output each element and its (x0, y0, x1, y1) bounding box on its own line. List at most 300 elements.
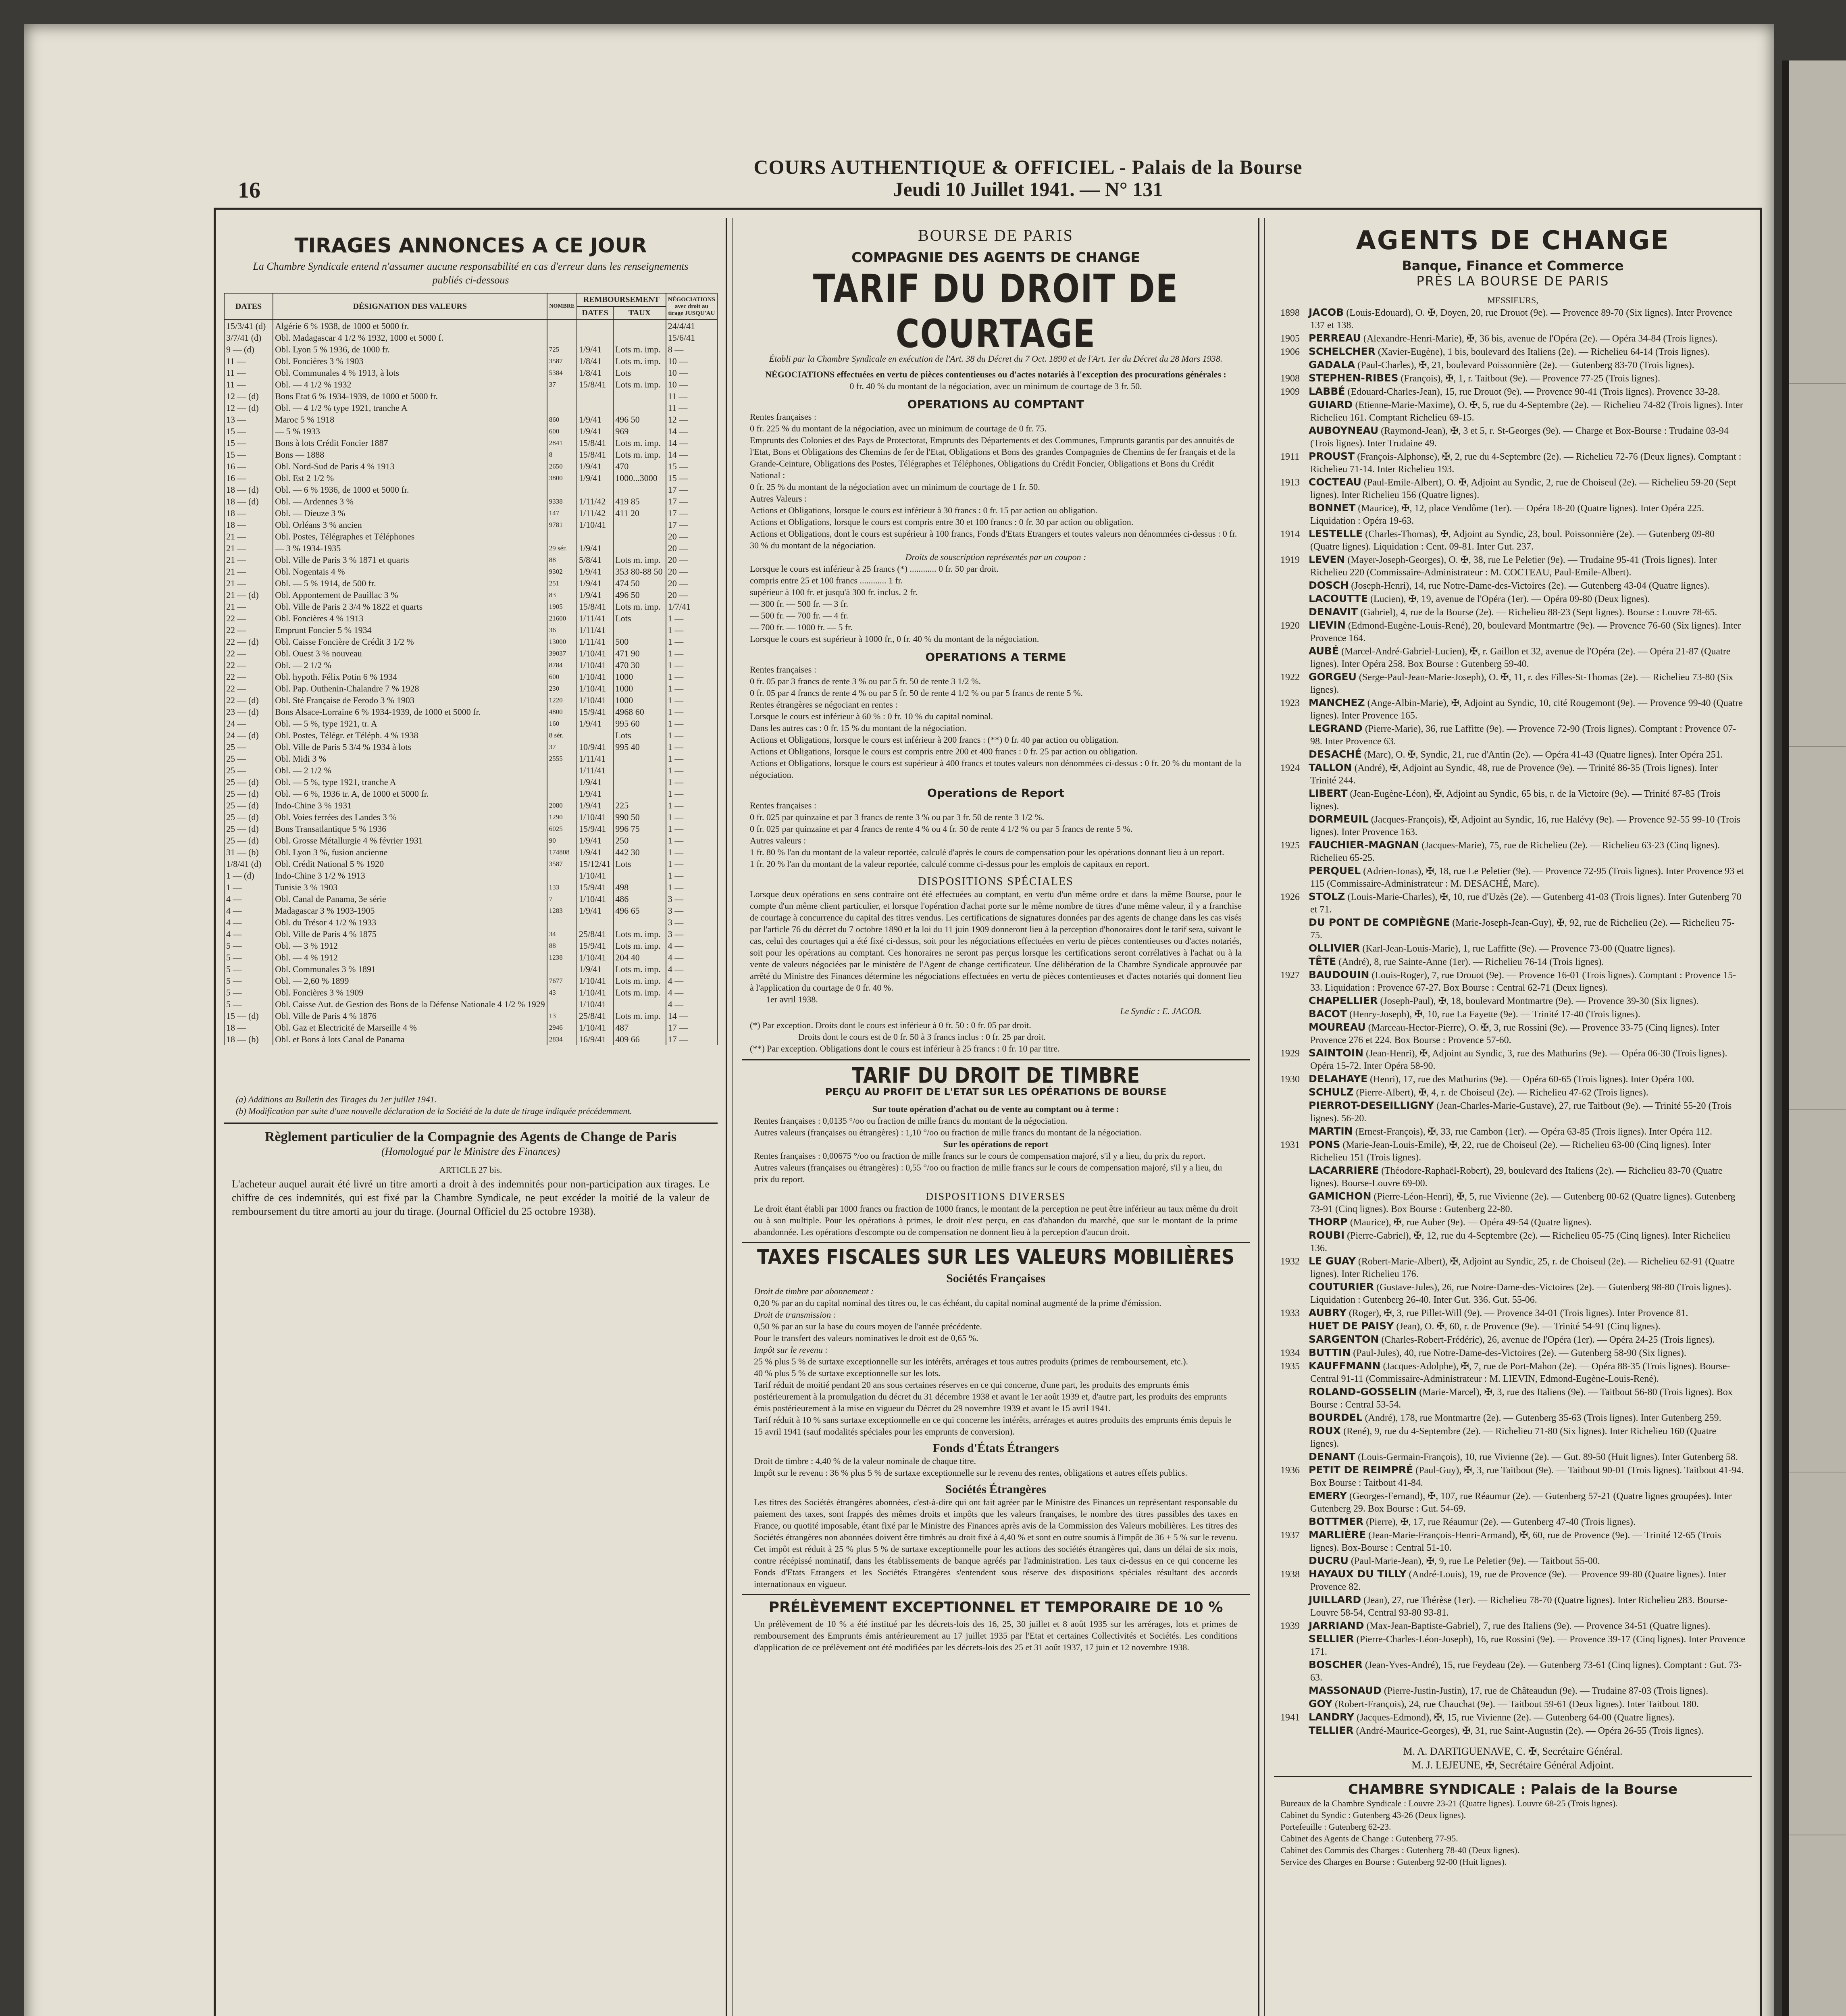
agent-details: (Jean), 27, rue Thérèse (1er). — Richelieu 78-70 (Quatre lignes). Inter Richelieu 283. Bourse-Louvre 58-54, Central 93-80 93-81. (1310, 1595, 1728, 1618)
cell-rembt-date: 1/10/41 (577, 683, 613, 694)
tarif-courtage-title: TARIF DU DROIT DE COURTAGE (813, 266, 1179, 356)
cell-taux: 4968 60 (613, 706, 666, 718)
comptant-line: compris entre 25 et 100 francs ............ 1 fr. (750, 575, 903, 585)
cell-nombre: 2841 (547, 437, 577, 449)
cell-nombre: 37 (547, 741, 577, 753)
cell-taux: 474 50 (613, 577, 666, 589)
cell-nombre: 9781 (547, 519, 577, 531)
cell-taux: Lots (613, 367, 666, 379)
terme-line: Actions et Obligations, lorsque le cours est compris entre 200 et 400 francs : 0 fr. 25 par action ou obligation. (750, 746, 1138, 756)
cell-date: 5 — (224, 998, 273, 1010)
cell-designation: Obl. Lyon 3 %, fusion ancienne (273, 846, 547, 858)
cell-taux (613, 916, 666, 928)
cell-designation: Obl. — 5 %, type 1921, tr. A (273, 718, 547, 729)
cell-rembt-date: 1/9/41 (577, 542, 613, 554)
cell-taux: Lots (613, 729, 666, 741)
cell-negociation: 12 — (666, 414, 717, 425)
agent-details: (André), 178, rue Montmartre (2e). — Gutenberg 35-63 (Trois lignes). Inter Gutenberg 259. (1365, 1413, 1721, 1423)
cell-rembt-date: 25/8/41 (577, 1010, 613, 1022)
agent-entry (1280, 1216, 1745, 1229)
cell-nombre: 1283 (547, 905, 577, 916)
agent-year: 1933 (1280, 1308, 1300, 1318)
cell-taux: Lots m. imp. (613, 940, 666, 952)
agent-entry (1280, 748, 1745, 761)
table-row (224, 566, 717, 577)
cell-nombre: 2555 (547, 753, 577, 764)
reglement-title: Règlement particulier de la Compagnie des Agents de Change de Paris (264, 1129, 677, 1144)
agent-name: COUTURIER (1309, 1281, 1374, 1293)
agent-name: ROUBI (1309, 1229, 1345, 1241)
agent-name: MOUREAU (1309, 1021, 1366, 1033)
table-row (224, 379, 717, 390)
messieurs-label: MESSIEURS, (1487, 295, 1538, 305)
table-row (224, 893, 717, 905)
cell-date: 12 — (d) (224, 402, 273, 414)
agent-details: (Serge-Paul-Jean-Marie-Joseph), O. ✠, 11, r. des Filles-St-Thomas (2e). — Richelieu 73-80 (Six lignes). (1310, 672, 1734, 695)
cell-date: 25 — (d) (224, 823, 273, 835)
cell-taux: 486 (613, 893, 666, 905)
agent-name: SCHELCHER (1309, 346, 1376, 357)
cell-negociation: 1 — (666, 706, 717, 718)
agent-name: PONS (1309, 1139, 1340, 1150)
table-row (224, 905, 717, 916)
agent-details: (Edouard-Charles-Jean), 15, rue Drouot (9e). — Provence 90-41 (Trois lignes). Provence 33-28. (1347, 387, 1720, 397)
agent-year: 1935 (1280, 1361, 1300, 1372)
cell-date: 16 — (224, 472, 273, 484)
reglement-subtitle: (Homologué par le Ministre des Finances) (381, 1145, 560, 1157)
agent-name: PERQUEL (1309, 865, 1361, 877)
cell-negociation: 4 — (666, 963, 717, 975)
cell-negociation: 11 — (666, 390, 717, 402)
agent-entry (1280, 619, 1745, 645)
cell-taux: Lots m. imp. (613, 344, 666, 355)
cell-date: 22 — (d) (224, 636, 273, 648)
agent-details: (Gustave-Jules), 26, rue Notre-Dame-des-Victoires (2e). — Gutenberg 98-80 (Trois lignes). Liquidation : Gutenberg 26-40. Inter Gut. 336. Gut. 55-06. (1310, 1282, 1732, 1305)
page-number: 16 (238, 178, 260, 203)
cell-designation: Obl. Ville de Paris 3 % 1871 et quarts (273, 554, 547, 566)
column-divider (732, 218, 733, 2016)
fonds-line: Droit de timbre : 4,40 % de la valeur nominale de chaque titre. (754, 1456, 976, 1466)
agent-year: 1925 (1280, 840, 1300, 851)
agent-year: 1923 (1280, 698, 1300, 708)
cell-taux: Lots m. imp. (613, 987, 666, 998)
cell-nombre: 88 (547, 940, 577, 952)
fonds-line: Impôt sur le revenu : 36 % plus 5 % de surtaxe exceptionnelle sur le revenu des rentes, obligations et autres effets publics. (754, 1468, 1187, 1478)
agent-name: FAUCHIER-MAGNAN (1309, 839, 1419, 851)
cell-rembt-date: 1/9/41 (577, 472, 613, 484)
agent-entry (1280, 579, 1745, 592)
table-row (224, 729, 717, 741)
cell-designation: Obl. — 4 1/2 % type 1921, tranche A (273, 402, 547, 414)
cell-date: 15 — (d) (224, 1010, 273, 1022)
cell-date: 25 — (d) (224, 776, 273, 788)
cell-rembt-date: 1/11/41 (577, 636, 613, 648)
comptant-line: Lorsque le cours est supérieur à 1000 fr., 0 fr. 40 % du montant de la négociation. (750, 634, 1039, 644)
cell-rembt-date: 25/8/41 (577, 928, 613, 940)
agent-entry (1280, 1320, 1745, 1333)
cell-taux: 1000 (613, 694, 666, 706)
table-row (224, 402, 717, 414)
agent-year: 1908 (1280, 373, 1300, 384)
agent-year: 1932 (1280, 1256, 1300, 1267)
cell-nombre (547, 870, 577, 881)
col-header-remboursement: REMBOURSEMENT (577, 293, 666, 306)
agent-name: TÊTE (1309, 956, 1336, 967)
agent-details: (Robert-Marie-Albert), ✠, Adjoint au Syndic, 25, r. de Choiseul (2e). — Richelieu 62-91 (Quatre lignes). Inter Richelieu 176. (1310, 1256, 1735, 1279)
agent-details: (Georges-Fernand), ✠, 107, rue Réaumur (2e). — Gutenberg 57-21 (Quatre lignes groupées). Inter Gutenberg 29. Box Bourse : Gut. 54-69. (1310, 1491, 1732, 1514)
cell-nombre (547, 484, 577, 496)
cell-negociation: 1 — (666, 846, 717, 858)
cell-nombre: 9338 (547, 496, 577, 507)
timbre-intro: Sur toute opération d'achat ou de vente au comptant ou à terme : (872, 1104, 1119, 1114)
cell-date: 22 — (224, 683, 273, 694)
taxes-fr-block (742, 1285, 1250, 1437)
agent-details: (Ange-Albin-Marie), ✠, Adjoint au Syndic, 10, cité Rougemont (9e). — Provence 99-40 (Quatre lignes). Inter Provence 165. (1310, 698, 1743, 721)
cell-taux: Lots m. imp. (613, 449, 666, 460)
agent-details: (Xavier-Eugène), 1 bis, boulevard des Italiens (2e). — Richelieu 64-14 (Trois lignes). (1378, 347, 1710, 357)
taxes-title: TAXES FISCALES SUR LES VALEURS MOBILIÈRES (757, 1245, 1234, 1269)
table-row (224, 952, 717, 963)
cell-nombre: 29 sér. (547, 542, 577, 554)
cell-negociation: 1 — (666, 741, 717, 753)
cell-designation: Obl. Appontement de Pauillac 3 % (273, 589, 547, 601)
agent-name: DU PONT DE COMPIÈGNE (1309, 916, 1450, 928)
agent-year: 1909 (1280, 387, 1300, 397)
cell-nombre (547, 531, 577, 542)
agent-details: (Jacques-Marie), 75, rue de Richelieu (2e). — Richelieu 63-23 (Cinq lignes). Richelieu 65-25. (1310, 840, 1720, 863)
agent-entry (1280, 1568, 1745, 1593)
agent-name: GORGEU (1309, 671, 1357, 683)
taxes-line: Droit de transmission : (754, 1310, 836, 1320)
cell-nombre: 3587 (547, 858, 577, 870)
cell-rembt-date: 1/11/41 (577, 764, 613, 776)
table-row (224, 975, 717, 987)
cell-rembt-date: 1/10/41 (577, 694, 613, 706)
cell-rembt-date: 1/10/41 (577, 987, 613, 998)
agent-name: DESACHÉ (1309, 748, 1362, 760)
cell-nombre: 37 (547, 379, 577, 390)
cell-negociation: 3 — (666, 893, 717, 905)
cell-rembt-date (577, 390, 613, 402)
cell-nombre: 1238 (547, 952, 577, 963)
agent-name: EMERY (1309, 1490, 1347, 1502)
agent-details: (Marcel-André-Gabriel-Lucien), ✠, r. Gaillon et 32, avenue de l'Opéra (2e). — Opéra 21-87 (Quatre lignes). Inter Opéra 258. Box Bourse : Gutenberg 59-40. (1310, 646, 1731, 669)
cell-negociation: 1 — (666, 776, 717, 788)
agent-name: LIEVIN (1309, 619, 1346, 631)
cell-negociation: 1 — (666, 764, 717, 776)
agent-details: (François-Alphonse), ✠, 2, rue du 4-Septembre (2e). — Richelieu 72-76 (Deux lignes). Comptant : Richelieu 71-14. Inter Richelieu 193. (1310, 452, 1742, 475)
cell-negociation: 20 — (666, 542, 717, 554)
cell-taux (613, 764, 666, 776)
cell-negociation: 1 — (666, 788, 717, 800)
agent-details: (Karl-Jean-Louis-Marie), 1, rue Laffitte (9e). — Provence 73-00 (Quatre lignes). (1362, 943, 1675, 954)
cell-date: 1/8/41 (d) (224, 858, 273, 870)
cell-designation: Obl. Foncières 3 % 1903 (273, 355, 547, 367)
agent-entry (1280, 1255, 1745, 1281)
agent-name: MASSONAUD (1309, 1685, 1382, 1696)
agent-entry (1280, 1360, 1745, 1385)
table-row (224, 928, 717, 940)
agent-name: PETIT DE REIMPRÉ (1309, 1464, 1413, 1476)
table-row (224, 449, 717, 460)
cell-date: 31 — (b) (224, 846, 273, 858)
cell-rembt-date (577, 402, 613, 414)
cell-taux (613, 519, 666, 531)
agent-entry (1280, 890, 1745, 916)
agent-entry (1280, 942, 1745, 955)
divider (224, 1123, 718, 1124)
divider (742, 1242, 1250, 1243)
cell-nombre: 1290 (547, 811, 577, 823)
cell-taux (613, 998, 666, 1010)
agent-entry (1280, 1333, 1745, 1346)
cell-taux: Lots m. imp. (613, 355, 666, 367)
negociations-heading: NÉGOCIATIONS effectuées en vertu de pièces contentieuses ou d'actes notariés à l'exception des procurations générales : (765, 369, 1226, 379)
agent-name: LEVEN (1309, 554, 1345, 565)
agent-entry (1280, 1047, 1745, 1073)
chambre-line: Cabinet du Syndic : Gutenberg 43-26 (Deux lignes). (1280, 1810, 1466, 1820)
cell-nombre: 133 (547, 881, 577, 893)
cell-designation: Obl. Voies ferrées des Landes 3 % (273, 811, 547, 823)
cell-nombre (547, 320, 577, 332)
agent-name: DENAVIT (1309, 606, 1358, 618)
cell-designation: Madagascar 3 % 1903-1905 (273, 905, 547, 916)
cell-taux: Lots m. imp. (613, 1010, 666, 1022)
op-terme-heading: OPERATIONS A TERME (925, 650, 1066, 664)
agent-entry (1280, 385, 1745, 398)
cell-date: 22 — (d) (224, 694, 273, 706)
cell-nombre: 9302 (547, 566, 577, 577)
table-row (224, 507, 717, 519)
op-comptant-heading: OPERATIONS AU COMPTANT (907, 398, 1084, 411)
cell-rembt-date: 15/9/41 (577, 881, 613, 893)
terme-line: 0 fr. 05 par 3 francs de rente 3 % ou par 5 fr. 50 de rente 3 1/2 %. (750, 676, 981, 686)
cell-date: 25 — (224, 753, 273, 764)
table-row (224, 671, 717, 683)
cell-taux: 496 65 (613, 905, 666, 916)
taxes-line: 0,50 % par an sur la base du cours moyen de l'année précédente. (754, 1321, 982, 1331)
cell-rembt-date: 15/8/41 (577, 449, 613, 460)
cell-date: 22 — (224, 648, 273, 659)
reglement-text: L'acheteur auquel aurait été livré un titre amorti a droit à des indemnités pour non-participation aux tirages. Le chiffre de ces indemnités, qui est fixé par la Chambre Syndicale, ne peut excéder la moitié de la valeur de remboursement du titre amorti au jour du tirage. (Journal Officiel du 25 octobre 1938). (232, 1178, 710, 1217)
table-row (224, 753, 717, 764)
agent-year: 1914 (1280, 529, 1300, 539)
agent-entry (1280, 1411, 1745, 1425)
societes-etrangeres-text: Les titres des Sociétés étrangères abonnées, c'est-à-dire qui ont fait agréer par le Ministre des Finances un représentant responsable du paiement des taxes, sont frappés des mêmes droits et impôts que les valeurs françaises, le nombre des titres passibles des taxes en France, ou quotité imposable, étant fixé par le Ministre des Finances après avis de la Commission des Valeurs mobilières. Les titres des Sociétés étrangères non abonnées doivent être timbrés au droit fixé à 4,40 % et sont en outre soumis à l'impôt de 36 + 5 % sur le revenu. Cet impôt est réduit à 25 % plus 5 % de surtaxe exceptionnelle pour les actions des sociétés étrangères qui, dans un délai de six mois, contre récépissé nominatif, dans les établissements de banque agréés par l'administration. Les taux ci-dessus en ce qui concerne les Fonds d'Etats Etrangers et les Sociétés Etrangères s'entendent sous réserve des dispositions spéciales résultant des accords internationaux en vigueur. (754, 1497, 1238, 1589)
chambre-line: Portefeuille : Gutenberg 62-23. (1280, 1822, 1391, 1832)
cell-designation: Indo-Chine 3 % 1931 (273, 800, 547, 811)
terme-line: 0 fr. 05 par 4 francs de rente 4 % ou par 5 fr. 50 de rente 4 1/2 % ou par 5 francs de rente 5 %. (750, 688, 1083, 698)
cell-rembt-date: 15/8/41 (577, 437, 613, 449)
cell-taux (613, 542, 666, 554)
agent-name: HAYAUX DU TILLY (1309, 1568, 1407, 1580)
agent-entry (1280, 813, 1745, 839)
cell-taux: Lots m. imp. (613, 963, 666, 975)
agent-name: SAINTOIN (1309, 1047, 1364, 1059)
cell-date: 25 — (224, 741, 273, 753)
cell-date: 25 — (d) (224, 788, 273, 800)
cell-designation: Obl. — 5 % 1914, de 500 fr. (273, 577, 547, 589)
agent-entry (1280, 671, 1745, 696)
fonds-etats-heading: Fonds d'États Étrangers (932, 1441, 1059, 1455)
cell-negociation: 4 — (666, 975, 717, 987)
dispositions-diverses-text: Le droit étant établi par 1000 francs ou fraction de 1000 francs, le montant de la perception ne peut être inférieur au taux même du droit ou à son multiple. Pour les opérations à primes, le droit n'est perçu, en cas d'abandon du marché, que sur le montant de la prime abandonnée. Les opérations d'escompte ou de compensation ne donnent lieu à la perception d'aucun droit. (754, 1204, 1238, 1237)
cell-nombre (547, 916, 577, 928)
table-row (224, 741, 717, 753)
table-row (224, 718, 717, 729)
syndic-signature: Le Syndic : E. JACOB. (1120, 1006, 1201, 1016)
agent-name: OLLIVIER (1309, 942, 1360, 954)
cell-designation: Indo-Chine 3 1/2 % 1913 (273, 870, 547, 881)
cell-designation: Obl. Sté Française de Ferodo 3 % 1903 (273, 694, 547, 706)
cell-date: 21 — (d) (224, 589, 273, 601)
tarif-timbre-title: TARIF DU DROIT DE TIMBRE (852, 1062, 1140, 1088)
agent-entry (1280, 722, 1745, 748)
agent-entry (1280, 1021, 1745, 1047)
cell-taux: 470 (613, 460, 666, 472)
cell-taux: Lots m. imp. (613, 554, 666, 566)
cell-nombre: 13000 (547, 636, 577, 648)
cell-date: 4 — (224, 905, 273, 916)
cell-negociation: 4 — (666, 952, 717, 963)
cell-date: 5 — (224, 987, 273, 998)
agent-name: DORMEUIL (1309, 813, 1369, 825)
cell-rembt-date: 1/10/41 (577, 870, 613, 881)
agent-details: (Pierre-Justin-Justin), 17, rue de Châteaudun (9e). — Trudaine 87-03 (Trois lignes). (1384, 1686, 1709, 1696)
cell-rembt-date: 1/8/41 (577, 367, 613, 379)
cell-negociation: 1 — (666, 823, 717, 835)
report-line: Rentes françaises : (750, 800, 816, 810)
cell-negociation: 1 — (666, 659, 717, 671)
agent-details: (Maurice), ✠, rue Auber (9e). — Opéra 49-54 (Quatre lignes). (1350, 1217, 1592, 1228)
cell-rembt-date: 1/9/41 (577, 963, 613, 975)
agent-entry (1280, 1306, 1745, 1320)
table-row (224, 344, 717, 355)
cell-negociation: 20 — (666, 589, 717, 601)
agent-entry (1280, 645, 1745, 671)
comptant-line: Rentes françaises : (750, 412, 816, 422)
cell-negociation: 24/4/41 (666, 320, 717, 332)
agent-name: LABBÉ (1309, 385, 1345, 397)
cell-taux: 204 40 (613, 952, 666, 963)
table-row (224, 916, 717, 928)
comptant-line: Autres Valeurs : (750, 494, 807, 504)
cell-date: 15 — (224, 425, 273, 437)
column-divider (1264, 218, 1265, 2016)
timbre-block (742, 1115, 1250, 1185)
agent-details: (Paul-Jules), 40, rue Notre-Dame-des-Victoires (2e). — Gutenberg 58-90 (Six lignes). (1353, 1348, 1686, 1358)
cell-rembt-date: 1/10/41 (577, 659, 613, 671)
cell-taux (613, 753, 666, 764)
table-row (224, 648, 717, 659)
table-row (224, 367, 717, 379)
cell-designation: — 3 % 1934-1935 (273, 542, 547, 554)
cell-designation: Obl. Foncières 3 % 1909 (273, 987, 547, 998)
agent-entry (1280, 1658, 1745, 1684)
agent-details: (André-Louis), 19, rue de Provence (9e). — Provence 99-80 (Quatre lignes). Inter Provence 82. (1310, 1569, 1726, 1592)
agent-details: (Jean-Charles-Marie-Gustave), 27, rue Taitbout (9e). — Trinité 55-20 (Trois lignes). 56-20. (1310, 1101, 1732, 1124)
cell-date: 24 — (224, 718, 273, 729)
cell-nombre: 1220 (547, 694, 577, 706)
page-header-title: COURS AUTHENTIQUE & OFFICIEL - Palais de la Bourse (753, 156, 1303, 178)
table-row (224, 811, 717, 823)
table-row (224, 460, 717, 472)
agent-entry (1280, 1229, 1745, 1255)
cell-negociation: 15 — (666, 460, 717, 472)
cell-date: 21 — (224, 542, 273, 554)
agent-details: (Pierre-Charles-Léon-Joseph), 16, rue Rossini (9e). — Provence 39-17 (Cinq lignes). Inter Provence 171. (1310, 1634, 1745, 1657)
agent-details: (Jean-Marie-François-Henri-Armand), ✠, 60, rue de Provence (9e). — Trinité 12-65 (Trois lignes). Box-Bourse : Central 51-10. (1310, 1530, 1721, 1553)
table-row (224, 1010, 717, 1022)
cell-date: 21 — (224, 554, 273, 566)
cell-designation: Obl. Gaz et Electricité de Marseille 4 % (273, 1022, 547, 1033)
cell-taux: 250 (613, 835, 666, 846)
cell-taux: 1000 (613, 683, 666, 694)
courtage-column (742, 226, 1250, 2016)
divider (742, 1059, 1250, 1060)
cell-rembt-date (577, 320, 613, 332)
cell-nombre (547, 764, 577, 776)
cell-negociation: 1 — (666, 800, 717, 811)
agent-details: (Marie-Jean-Louis-Emile), ✠, 22, rue de Choiseul (2e). — Richelieu 63-00 (Cinq lignes). Inter Richelieu 151 (Trois lignes). (1310, 1140, 1711, 1163)
cell-designation: Algérie 6 % 1938, de 1000 et 5000 fr. (273, 320, 547, 332)
agent-name: BUTTIN (1309, 1347, 1351, 1358)
cell-taux: 969 (613, 425, 666, 437)
cell-nombre: 860 (547, 414, 577, 425)
cell-date: 4 — (224, 928, 273, 940)
cell-taux: 225 (613, 800, 666, 811)
table-row (224, 414, 717, 425)
agent-entry (1280, 916, 1745, 942)
tarif-courtage-subtitle: Établi par la Chambre Syndicale en exécution de l'Art. 38 du Décret du 7 Oct. 1890 et de l'Art. 1er du Décret du 28 Mars 1938. (769, 354, 1223, 364)
table-row (224, 776, 717, 788)
cell-rembt-date: 1/9/41 (577, 835, 613, 846)
negociations-text: 0 fr. 40 % du montant de la négociation, avec un minimum de courtage de 3 fr. 50. (849, 381, 1142, 391)
cell-nombre: 251 (547, 577, 577, 589)
comptant-line: — 500 fr. — 700 fr. — 4 fr. (750, 610, 848, 621)
table-row (224, 531, 717, 542)
cell-nombre: 174808 (547, 846, 577, 858)
comptant-line: 0 fr. 25 % du montant de la négociation avec un minimum de courtage de 1 fr. 50. (750, 482, 1040, 492)
cell-negociation: 14 — (666, 425, 717, 437)
cell-nombre: 43 (547, 987, 577, 998)
cell-rembt-date: 1/10/41 (577, 811, 613, 823)
cell-designation: Obl. Grosse Métallurgie 4 % février 1931 (273, 835, 547, 846)
comptant-line: Lorsque le cours est inférieur à 25 francs (*) ............ 0 fr. 50 par droit. (750, 564, 999, 574)
cell-taux (613, 531, 666, 542)
agent-year: 1920 (1280, 621, 1300, 631)
agent-details: (Henry-Joseph), ✠, 10, rue La Fayette (9e). — Trinité 17-40 (Trois lignes). (1349, 1009, 1640, 1020)
agent-entry (1280, 1164, 1745, 1190)
agent-entry (1280, 1464, 1745, 1489)
cell-rembt-date: 1/10/41 (577, 952, 613, 963)
agent-entry (1280, 1346, 1745, 1360)
tirages-subtitle: La Chambre Syndicale entend n'assumer aucune responsabilité en cas d'erreur dans les renseignements publiés ci-dessous (253, 260, 689, 286)
fonds-block (742, 1455, 1250, 1479)
cell-taux: 487 (613, 1022, 666, 1033)
agent-name: JUILLARD (1309, 1594, 1361, 1606)
cell-nombre: 90 (547, 835, 577, 846)
cell-designation: Obl. Postes, Télégr. et Téléph. 4 % 1938 (273, 729, 547, 741)
cell-taux: Lots (613, 858, 666, 870)
cell-taux (613, 402, 666, 414)
cell-designation: Bons — 1888 (273, 449, 547, 460)
agent-details: (Edmond-Eugène-Louis-René), 20, boulevard Montmartre (9e). — Provence 76-60 (Six lignes). Inter Provence 164. (1310, 621, 1741, 644)
cell-nombre (547, 776, 577, 788)
agent-entry (1280, 1425, 1745, 1450)
table-row (224, 624, 717, 636)
cell-designation: — 5 % 1933 (273, 425, 547, 437)
